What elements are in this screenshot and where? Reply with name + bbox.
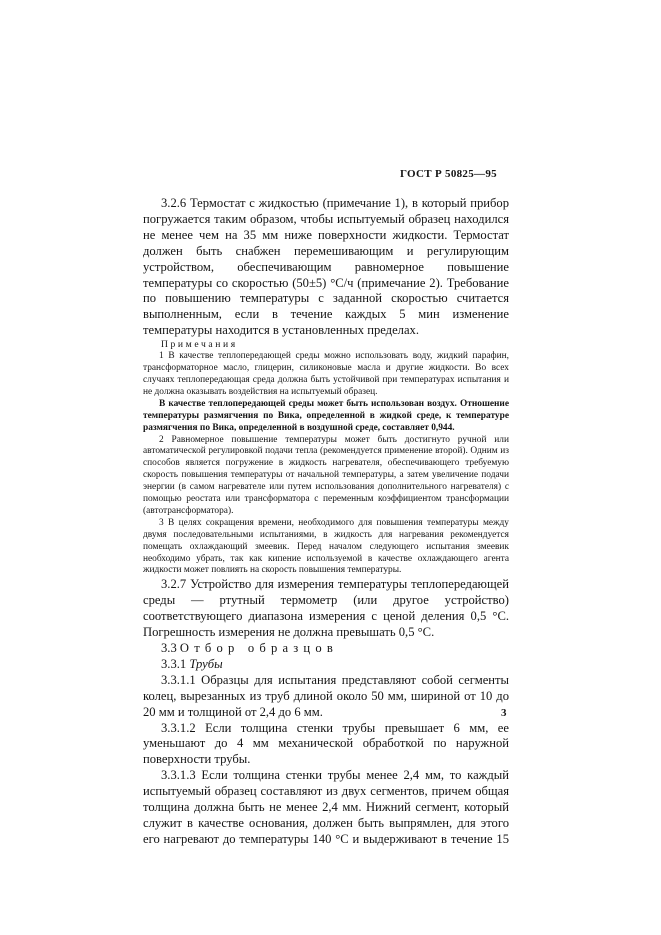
paragraph-3-2-6: 3.2.6 Термостат с жидкостью (примечание 1), в который прибор погружается таким образом, чтобы испытуемый образец находился не менее чем на 35 мм ниже поверхности жидкости. Термостат должен быть снабжен перемешивающим и регулирующим устройством, обеспечивающим равномерное повышение температуры со скоростью (50±5) °С/ч (примечание 2). Требование по повышению температуры с заданной скоростью считается выполненным, если в течение каждых 5 мин изменение температуры находится в установленных пределах. <box>143 196 509 338</box>
paragraph-3-3-1-3: 3.3.1.3 Если толщина стенки трубы менее 2,4 мм, то каждый испытуемый образец составляют из двух сегментов, причем общая толщина должна быть не менее 2,4 мм. Нижний сегмент, который служит в качестве основания, должен быть выпрямлен, для этого его нагревают до температуры 140 °С и выдерживают в течение 15 <box>143 768 509 846</box>
section-heading-3-3 <box>143 641 509 657</box>
paragraph-3-3-1-2: 3.3.1.2 Если толщина стенки трубы превышает 6 мм, ее уменьшают до 4 мм механической обработкой по наружной поверхности трубы. <box>143 720 509 767</box>
subsection-title: Трубы <box>189 656 223 671</box>
note-1: 1 В качестве теплопередающей среды можно использовать воду, жидкий парафин, трансформаторное масло, глицерин, силиконовые масла и другие жидкости. Во всех случаях теплопередающая среда должна быть устойчивой при температурах испытания и не должна оказывать воздействия на испытуемый образец. <box>143 351 509 397</box>
section-number: 3.3 <box>161 641 177 655</box>
document-standard-id: ГОСТ Р 50825—95 <box>400 168 497 180</box>
subsection-heading-3-3-1 <box>143 657 509 673</box>
paragraph-3-3-1-1: 3.3.1.1 Образцы для испытания представляют собой сегменты колец, вырезанных из труб длиной около 50 мм, шириной от 10 до 20 мм и толщиной от 2,4 до 6 мм. <box>143 672 509 719</box>
note-3: 3 В целях сокращения времени, необходимого для повышения температуры между двумя последовательными испытаниями, в жидкость для нагревания рекомендуется помещать охлаждающий змеевик. Перед началом следующего испытания змеевик необходимо убрать, так как кипение используемой в качестве охлаждающего агента жидкости может повлиять на скорость повышения температуры. <box>143 517 509 576</box>
note-1-air: В качестве теплопередающей среды может быть использован воздух. Отношение температуры размягчения по Вика, определенной в жидкой среде, к температуре размягчения по Вика, определенной в воздушной среде, составляет 0,944. <box>143 398 509 433</box>
page-number: 3 <box>501 707 507 719</box>
document-body <box>143 196 509 848</box>
paragraph-3-2-7: 3.2.7 Устройство для измерения температуры теплопередающей среды — ртутный термометр (или другое устройство) соответствующего диапазона измерения с ценой деления 0,5 °С. Погрешность измерения не должна превышать 0,5 °С. <box>143 577 509 640</box>
notes-heading: Примечания <box>161 339 238 351</box>
section-title: Отбор образцов <box>179 641 339 655</box>
subsection-number: 3.3.1 <box>161 656 187 671</box>
note-2: 2 Равномерное повышение температуры может быть достигнуто ручной или автоматической регулировкой подачи тепла (рекомендуется применение второй). Одним из способов является погружение в жидкость нагревателя, обеспечивающего требуемую скорость повышения температуры от начальной температуры, а затем увеличение подачи энергии (в самом нагревателе или путем использования дополнительного нагревателя) с помощью реостата или трансформатора с переменным коэффициентом трансформации (автотрансформатора). <box>143 434 509 516</box>
